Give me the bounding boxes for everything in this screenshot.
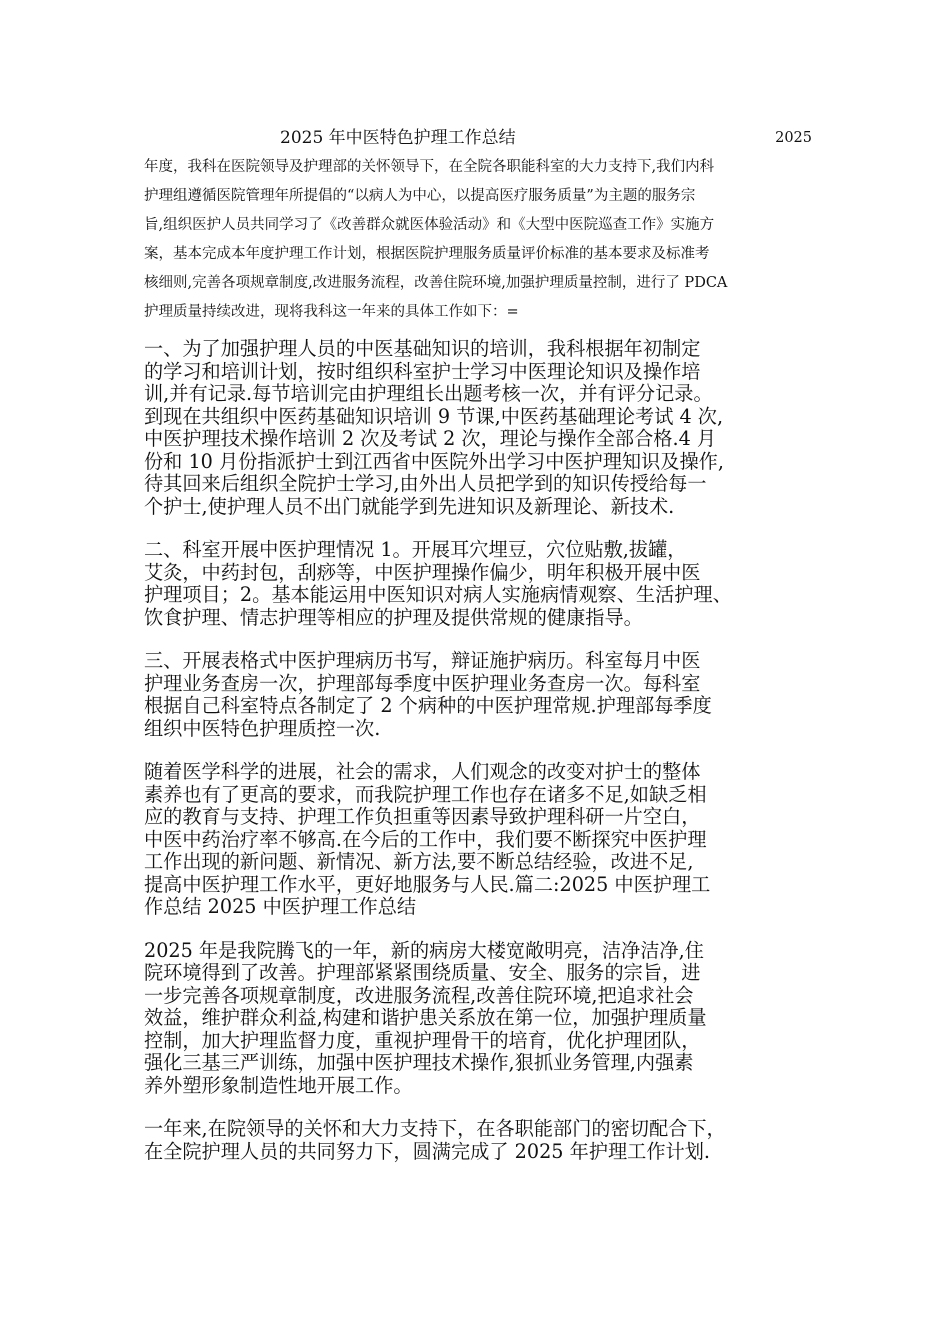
document-title: 2025 年中医特色护理工作总结 xyxy=(280,128,516,148)
text-line: 随着医学科学的进展，社会的需求，人们观念的改变对护士的整体 xyxy=(144,760,701,783)
text-line: 养外塑形象制造性地开展工作。 xyxy=(144,1073,413,1097)
text-line: 提高中医护理工作水平，更好地服务与人民.篇二:2025 中医护理工 xyxy=(144,872,711,896)
text-line: 控制，加大护理监督力度，重视护理骨干的培育，优化护理团队， xyxy=(144,1028,701,1052)
text-line: 在全院护理人员的共同努力下，圆满完成了 2025 年护理工作计划. xyxy=(144,1139,711,1163)
text-line: 一、为了加强护理人员的中医基础知识的培训，我科根据年初制定 xyxy=(144,337,701,360)
paragraph-records xyxy=(144,650,816,740)
text-line: 根据自己科室特点各制定了 2 个病种的中医护理常规.护理部每季度 xyxy=(144,694,712,717)
text-line: 训,并有记录.每节培训完由护理组长出题考核一次，并有评分记录。 xyxy=(144,382,713,405)
text-line: 三、开展表格式中医护理病历书写，辩证施护病历。科室每月中医 xyxy=(144,649,701,672)
intro-year: 2025 xyxy=(775,130,812,146)
paragraph-outlook xyxy=(144,761,816,919)
text-line: 护理项目；2。基本能运用中医知识对病人实施病情观察、生活护理、 xyxy=(144,583,732,606)
text-line: 饮食护理、情志护理等相应的护理及提供常规的健康指导。 xyxy=(144,605,643,629)
text-line: 强化三基三严训练，加强中医护理技术操作,狠抓业务管理,内强素 xyxy=(144,1051,694,1074)
text-line: 工作出现的新问题、新情况、新方法,要不断总结经验，改进不足, xyxy=(144,850,694,873)
text-line: 效益，维护群众利益,构建和谐护患关系放在第一位，加强护理质量 xyxy=(144,1006,707,1029)
text-line: 护理业务查房一次，护理部每季度中医护理业务查房一次。每科室 xyxy=(144,671,701,695)
intro-line: 核细则,完善各项规章制度,改进服务流程，改善住院环境,加强护理质量控制，进行了 PDCA xyxy=(144,275,728,291)
text-line: 组织中医特色护理质控一次. xyxy=(144,716,381,740)
intro-line: 旨,组织医护人员共同学习了《改善群众就医体验活动》和《大型中医院巡查工作》实施方 xyxy=(144,217,715,233)
text-line: 素养也有了更高的要求，而我院护理工作也存在诸多不足,如缺乏相 xyxy=(144,782,707,806)
text-line: 作总结 2025 中医护理工作总结 xyxy=(144,895,417,918)
intro-first-line xyxy=(144,124,812,153)
text-line: 一年来,在院领导的关怀和大力支持下，在各职能部门的密切配合下， xyxy=(144,1117,726,1140)
intro-line: 护理质量持续改进，现将我科这一年来的具体工作如下：= xyxy=(144,304,519,320)
text-line: 待其回来后组织全院护士学习,由外出人员把学到的知识传授给每一 xyxy=(144,472,707,495)
text-line: 中医护理技术操作培训 2 次及考试 2 次，理论与操作全部合格.4 月 xyxy=(144,427,717,450)
paragraph-training xyxy=(144,338,816,518)
text-line: 艾灸，中药封包，刮痧等，中医护理操作偏少，明年积极开展中医 xyxy=(144,560,701,584)
intro-line: 年度，我科在医院领导及护理部的关怀领导下，在全院各职能科室的大力支持下,我们内科 xyxy=(144,159,715,175)
paragraph-nursing-practice xyxy=(144,539,816,629)
text-line: 应的教育与支持、护理工作负担重等因素导致护理科研一片空白， xyxy=(144,805,701,828)
paragraph-summary xyxy=(144,1118,816,1163)
text-line: 2025 年是我院腾飞的一年，新的病房大楼宽敞明亮，洁净洁净,住 xyxy=(144,938,704,962)
text-line: 到现在共组织中医药基础知识培训 9 节课,中医药基础理论考试 4 次, xyxy=(144,404,724,428)
intro-line: 案，基本完成本年度护理工作计划，根据医院护理服务质量评价标准的基本要求及标准考 xyxy=(144,246,710,262)
text-line: 一步完善各项规章制度，改进服务流程,改善住院环境,把追求社会 xyxy=(144,983,694,1007)
paragraph-hospital-year xyxy=(144,940,816,1098)
text-line: 中医中药治疗率不够高.在今后的工作中，我们要不断探究中医护理 xyxy=(144,827,707,851)
document-body xyxy=(144,338,816,1184)
intro-block xyxy=(144,124,812,327)
text-line: 二、科室开展中医护理情况 1。开展耳穴埋豆，穴位贴敷,拔罐， xyxy=(144,538,687,561)
text-line: 院环境得到了改善。护理部紧紧围绕质量、安全、服务的宗旨，进 xyxy=(144,961,701,984)
text-line: 份和 10 月份指派护士到江西省中医院外出学习中医护理知识及操作, xyxy=(144,449,724,473)
intro-line: 护理组遵循医院管理年所提倡的“以病人为中心，以提高医疗服务质量”为主题的服务宗 xyxy=(144,188,696,204)
text-line: 的学习和培训计划，按时组织科室护士学习中医理论知识及操作培 xyxy=(144,359,701,383)
text-line: 个护士,使护理人员不出门就能学到先进知识及新理论、新技术. xyxy=(144,494,675,518)
